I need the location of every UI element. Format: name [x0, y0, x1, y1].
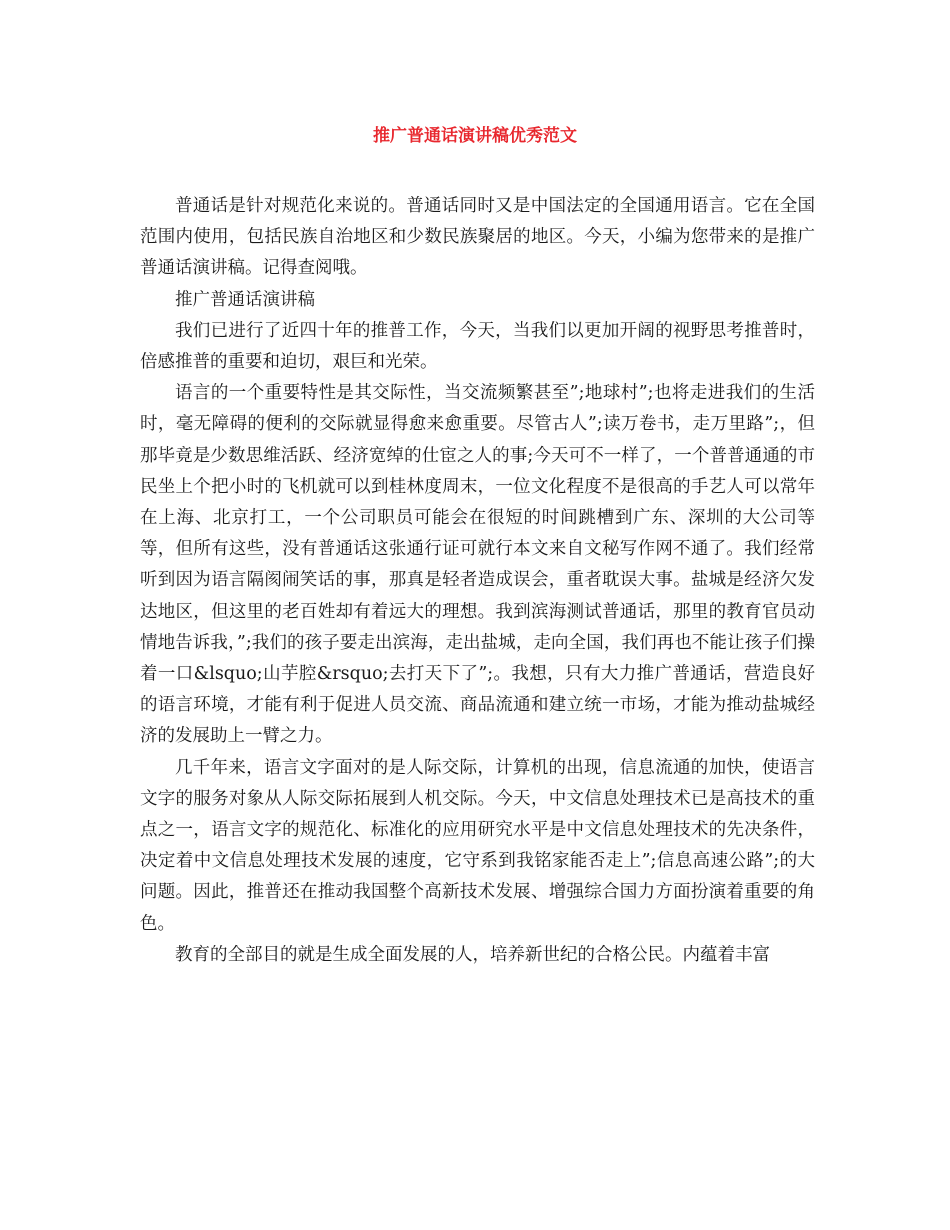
paragraph-intro: 普通话是针对规范化来说的。普通话同时又是中国法定的全国通用语言。它在全国范围内使用，包括民族自治地区和少数民族聚居的地区。今天，小编为您带来的是推广普通话演讲稿。记得查阅哦。 [140, 196, 815, 279]
paragraph-subtitle: 推广普通话演讲稿 [175, 289, 315, 310]
paragraph-2: 语言的一个重要特性是其交际性，当交流频繁甚至”;地球村”;也将走进我们的生活时，毫无障碍的便利的交际就显得愈来愈重要。尽管古人”;读万卷书，走万里路”;，但那毕竟是少数思维活跃、经济宽绰的仕宦之人的事;今天可不一样了，一个普普通通的市民坐上个把小时的飞机就可以到桂林度周末，一位文化程度不是很高的手艺人可以常年在上海、北京打工，一个公司职员可能会在很短的时间跳槽到广东、深圳的大公司等等，但所有这些，没有普通话这张通行证可就行本文来自文秘写作网不通了。我们经常听到因为语言隔阂闹笑话的事，那真是轻者造成误会，重者耽误大事。盐城是经济欠发达地区，但这里的老百姓却有着远大的理想。我到滨海测试普通话，那里的教育官员动情地告诉我，”;我们的孩子要走出滨海，走出盐城，走向全国，我们再也不能让孩子们操着一口&lsquo;山芋腔&rsquo;去打天下了”;。我想，只有大力推广普通话，营造良好的语言环境，才能有利于促进人员交流、商品流通和建立统一市场，才能为推动盐城经济的发展助上一臂之力。 [140, 383, 815, 747]
document-title: 推广普通话演讲稿优秀范文 [373, 126, 577, 146]
paragraph-4: 教育的全部目的就是生成全面发展的人，培养新世纪的合格公民。内蕴着丰富 [175, 944, 770, 965]
paragraph-3: 几千年来，语言文字面对的是人际交际，计算机的出现，信息流通的加快，使语言文字的服务对象从人际交际拓展到人机交际。今天，中文信息处理技术已是高技术的重点之一，语言文字的规范化、标准化的应用研究水平是中文信息处理技术的先决条件，决定着中文信息处理技术发展的速度，它守系到我铭家能否走上”;信息高速公路”;的大问题。因此，推普还在推动我国整个高新技术发展、增强综合国力方面扮演着重要的角色。 [140, 757, 815, 934]
paragraph-1: 我们已进行了近四十年的推普工作，今天，当我们以更加开阔的视野思考推普时，倍感推普的重要和迫切，艰巨和光荣。 [140, 320, 815, 373]
document-body [140, 191, 815, 971]
